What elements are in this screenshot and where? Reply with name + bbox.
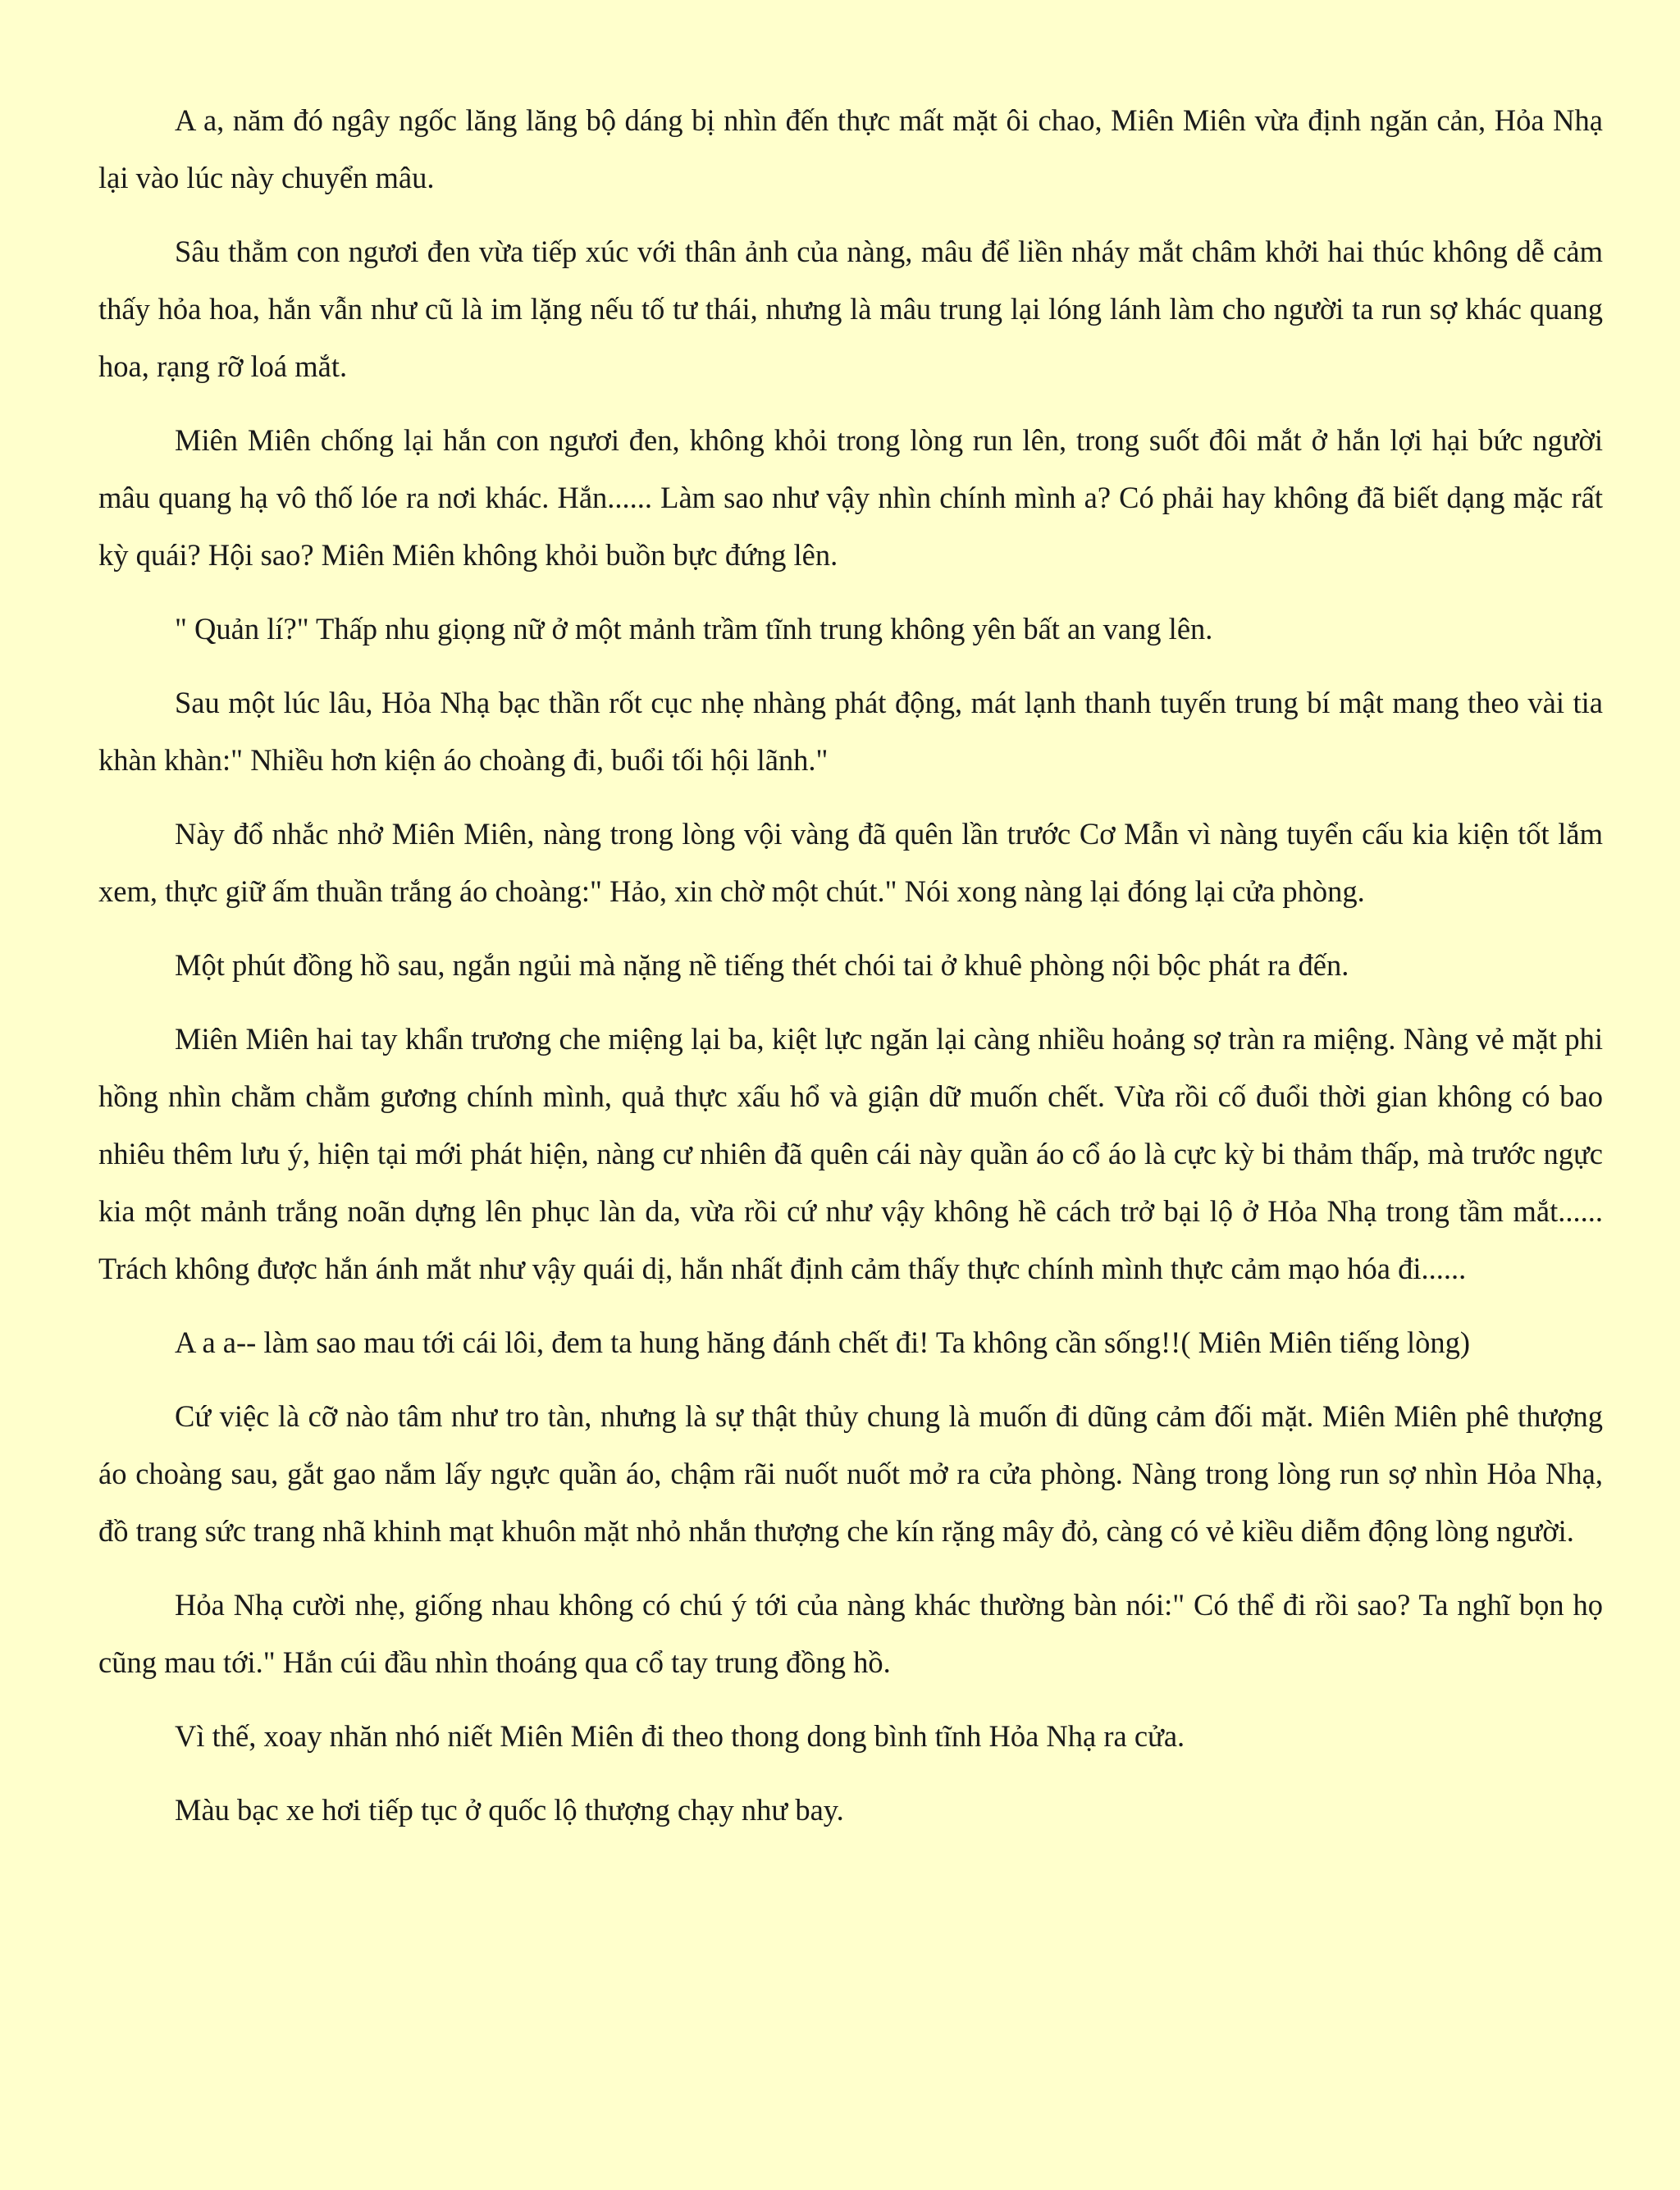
paragraph-7: Một phút đồng hồ sau, ngắn ngủi mà nặng nề tiếng thét chói tai ở khuê phòng nội bộc phát ra đến. xyxy=(175,948,1349,982)
paragraph-3: Miên Miên chống lại hắn con ngươi đen, không khỏi trong lòng run lên, trong suốt đôi mắt ở hắn lợi hại bức người mâu quang hạ vô thố lóe ra nơi khác. Hắn...... Làm sao như vậy nhìn chính mình a? Có phải hay không đã biết dạng mặc rất kỳ quái? Hội sao? Miên Miên không khỏi buồn bực đứng lên. xyxy=(98,423,1603,572)
paragraph-9: A a a-- làm sao mau tới cái lôi, đem ta hung hăng đánh chết đi! Ta không cần sống!!( Miên Miên tiếng lòng) xyxy=(175,1325,1471,1359)
paragraph-6: Này đổ nhắc nhở Miên Miên, nàng trong lòng vội vàng đã quên lần trước Cơ Mẫn vì nàng tuyển cấu kia kiện tốt lắm xem, thực giữ ấm thuần trắng áo choàng:" Hảo, xin chờ một chút." Nói xong nàng lại đóng lại cửa phòng. xyxy=(98,817,1603,908)
paragraph-5: Sau một lúc lâu, Hỏa Nhạ bạc thần rốt cục nhẹ nhàng phát động, mát lạnh thanh tuyến trung bí mật mang theo vài tia khàn khàn:" Nhiều hơn kiện áo choàng đi, buổi tối hội lãnh." xyxy=(98,686,1603,777)
paragraph-11: Hỏa Nhạ cười nhẹ, giống nhau không có chú ý tới của nàng khác thường bàn nói:" Có thể đi rồi sao? Ta nghĩ bọn họ cũng mau tới." Hắn cúi đầu nhìn thoáng qua cổ tay trung đồng hồ. xyxy=(98,1588,1603,1679)
paragraph-2: Sâu thẳm con ngươi đen vừa tiếp xúc với thân ảnh của nàng, mâu để liền nháy mắt châm khởi hai thúc không dễ cảm thấy hỏa hoa, hắn vẫn như cũ là im lặng nếu tố tư thái, nhưng là mâu trung lại lóng lánh làm cho người ta run sợ khác quang hoa, rạng rỡ loá mắt. xyxy=(98,235,1603,383)
paragraph-1: A a, năm đó ngây ngốc lăng lăng bộ dáng bị nhìn đến thực mất mặt ôi chao, Miên Miên vừa định ngăn cản, Hỏa Nhạ lại vào lúc này chuyển mâu. xyxy=(98,103,1603,194)
paragraph-4: " Quản lí?" Thấp nhu giọng nữ ở một mảnh trầm tĩnh trung không yên bất an vang lên. xyxy=(175,612,1213,646)
paragraph-8: Miên Miên hai tay khẩn trương che miệng lại ba, kiệt lực ngăn lại càng nhiều hoảng sợ tràn ra miệng. Nàng vẻ mặt phi hồng nhìn chằm chằm gương chính mình, quả thực xấu hổ và giận dữ muốn chết. Vừa rồi cố đuổi thời gian không có bao nhiêu thêm lưu ý, hiện tại mới phát hiện, nàng cư nhiên đã quên cái này quần áo cổ áo là cực kỳ bi thảm thấp, mà trước ngực kia một mảnh trắng noãn dựng lên phục làn da, vừa rồi cứ như vậy không hề cách trở bại lộ ở Hỏa Nhạ trong tầm mắt...... Trách không được hắn ánh mắt như vậy quái dị, hắn nhất định cảm thấy thực chính mình thực cảm mạo hóa đi...... xyxy=(98,1022,1603,1285)
paragraph-13: Màu bạc xe hơi tiếp tục ở quốc lộ thượng chạy như bay. xyxy=(175,1793,844,1827)
document-body xyxy=(98,92,1603,1839)
paragraph-10: Cứ việc là cỡ nào tâm như tro tàn, nhưng là sự thật thủy chung là muốn đi dũng cảm đối mặt. Miên Miên phê thượng áo choàng sau, gắt gao nắm lấy ngực quần áo, chậm rãi nuốt nuốt mở ra cửa phòng. Nàng trong lòng run sợ nhìn Hỏa Nhạ, đồ trang sức trang nhã khinh mạt khuôn mặt nhỏ nhắn thượng che kín rặng mây đỏ, càng có vẻ kiều diễm động lòng người. xyxy=(98,1399,1603,1548)
paragraph-12: Vì thế, xoay nhăn nhó niết Miên Miên đi theo thong dong bình tĩnh Hỏa Nhạ ra cửa. xyxy=(175,1719,1185,1753)
